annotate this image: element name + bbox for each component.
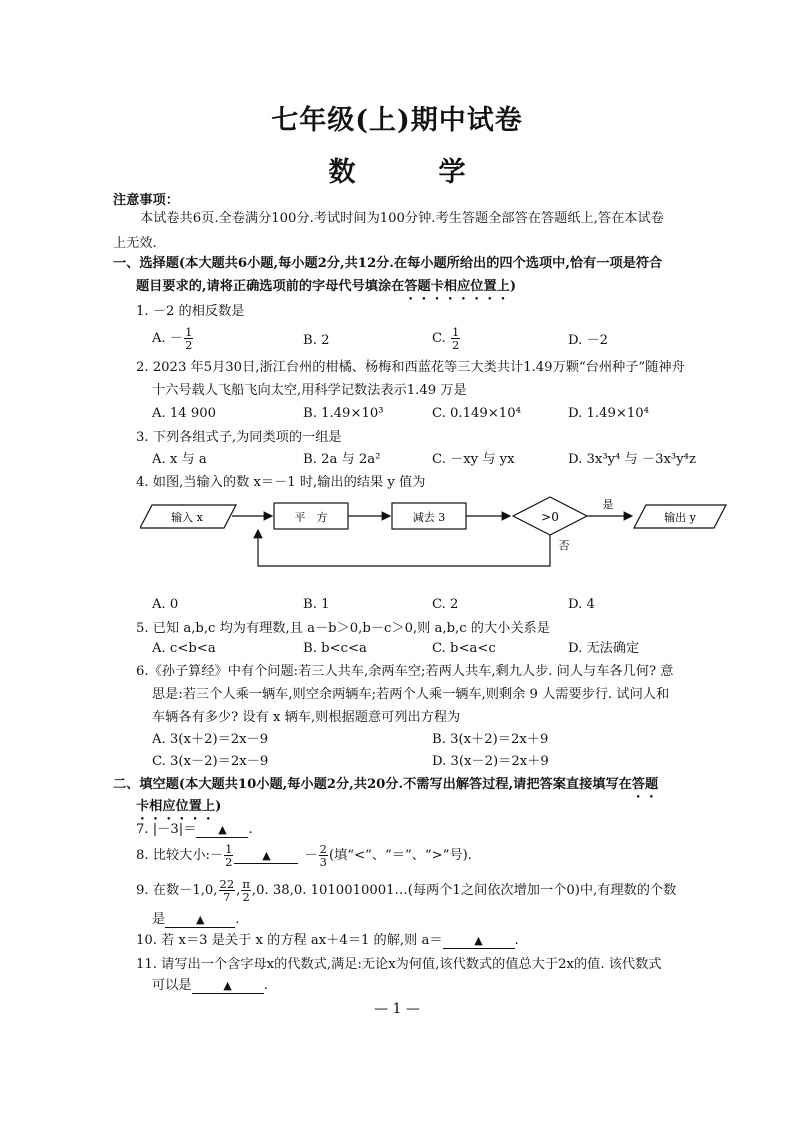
exam-subject: 数 学: [328, 157, 494, 188]
q1-option-d: D. －2: [568, 333, 609, 348]
q11-line-2: 可以是 ▲ .: [152, 978, 268, 993]
q5-stem: 5. 已知 a,b,c 均为有理数,且 a－b＞0,b－c＞0,则 a,b,c 的大小关系是: [136, 621, 550, 636]
q4-option-a: A. 0: [152, 597, 179, 612]
answer-blank[interactable]: ▲: [234, 849, 298, 864]
q9-line-2: 是 ▲ .: [152, 912, 240, 927]
q4-stem: 4. 如图,当输入的数 x＝－1 时,输出的结果 y 值为: [136, 475, 426, 490]
flow-no-label: 否: [558, 539, 570, 552]
q8-line: 8. 比较大小:－ $\frac{1}{2}$ ▲ － $\frac{2}{3}$ (填“<”、“＝”、“>”号).: [136, 842, 472, 869]
q2-stem-line-2: 十六号载人飞船飞向太空,用科学记数法表示1.49 万是: [152, 383, 467, 398]
q6-stem-line-3: 车辆各有多少? 设有 x 辆车,则根据题意可列出方程为: [152, 710, 461, 725]
fraction: $\frac{\pi}{2}$: [242, 877, 250, 904]
q2-option-d: D. 1.49×10⁴: [568, 406, 649, 421]
q3-option-c: C. －xy 与 yx: [432, 452, 515, 467]
q4-option-c: C. 2: [432, 597, 459, 612]
exam-title: 七年级(上)期中试卷: [271, 105, 523, 136]
q9-line-1: 9. 在数－1,0, $\frac{22}{7}$ , $\frac{\pi}{2}$ ,0. 3̇8̇,0. 1010010001…(每两个1之间依次增加一个0)中,有理数的个数: [136, 877, 677, 904]
fraction: $\frac{1}{2}$: [185, 325, 193, 352]
q1-option-b: B. 2: [303, 333, 330, 348]
q5-option-c: C. b<a<c: [432, 641, 496, 656]
q6-option-a: A. 3(x＋2)＝2x－9: [152, 732, 269, 747]
flow-yes-label: 是: [602, 498, 614, 511]
notice-line-2: 上无效.: [113, 236, 157, 251]
fraction: $\frac{22}{7}$: [219, 877, 235, 904]
q4-option-b: B. 1: [303, 597, 330, 612]
q1-option-a: A. － $\frac{1}{2}$: [152, 325, 193, 352]
q4-option-d: D. 4: [568, 597, 595, 612]
q4-flowchart: [140, 490, 730, 575]
answer-blank[interactable]: ▲: [443, 934, 515, 949]
q11-line-1: 11. 请写出一个含字母x的代数式,满足:无论x为何值,该代数式的值总大于2x的值. 该代数式: [136, 957, 662, 972]
flow-input-label: 输入 x: [171, 511, 203, 524]
q6-option-b: B. 3(x＋2)＝2x＋9: [432, 732, 549, 747]
answer-blank[interactable]: ▲: [196, 823, 248, 838]
q5-option-b: B. b<c<a: [303, 641, 367, 656]
q6-stem-line-1: 6.《孙子算经》中有个问题:若三人共车,余两车空;若两人共车,剩九人步. 问人与车各几何? 意: [136, 664, 674, 679]
flow-condition-label: >0: [541, 510, 559, 524]
q5-option-d: D. 无法确定: [568, 641, 640, 656]
q2-option-b: B. 1.49×10³: [303, 406, 384, 421]
q3-option-b: B. 2a 与 2a²: [303, 452, 381, 467]
q1-stem: 1. －2 的相反数是: [136, 304, 245, 319]
fraction: $\frac{1}{2}$: [452, 325, 460, 352]
section-2-heading-line-2: 卡相应位置上): [136, 799, 222, 814]
flow-output-label: 输出 y: [664, 511, 696, 524]
flow-minus-label: 减去 3: [412, 511, 446, 524]
page-number: — 1 —: [374, 1001, 420, 1017]
q6-option-c: C. 3(x－2)＝2x－9: [152, 754, 269, 769]
notice-line-1: 本试卷共6页.全卷满分100分.考试时间为100分钟.考生答题全部答在答题纸上,答在本试卷: [140, 211, 664, 226]
q3-option-a: A. x 与 a: [152, 452, 207, 467]
answer-blank[interactable]: ▲: [192, 979, 264, 994]
q2-option-a: A. 14 900: [152, 406, 217, 421]
flow-square-label: 平 方: [294, 511, 328, 524]
fraction: $\frac{2}{3}$: [319, 842, 327, 869]
notice-heading: 注意事项：: [113, 193, 179, 208]
q3-stem: 3. 下列各组式子,为同类项的一组是: [136, 430, 342, 445]
q2-option-c: C. 0.149×10⁴: [432, 406, 521, 421]
q6-option-d: D. 3(x－2)＝2x＋9: [432, 754, 549, 769]
q2-stem-line-1: 2. 2023 年5月30日,浙江台州的柑橘、杨梅和西蓝花等三大类共计1.49万颗“台州种子”随神舟: [136, 360, 685, 375]
section-1-heading-line-2: 题目要求的,请将正确选项前的字母代号填涂在答题卡相应位置上): [136, 279, 517, 294]
section-1-heading-line-1: 一、选择题(本大题共6小题,每小题2分,共12分.在每小题所给出的四个选项中,恰有一项是符合: [113, 256, 663, 271]
q5-option-a: A. c<b<a: [152, 641, 216, 656]
flow-loop-arrow: [258, 530, 550, 566]
q7-line: 7. |－3|＝ ▲ .: [136, 822, 253, 837]
q3-option-d: D. 3x³y⁴ 与 －3x³y⁴z: [568, 452, 696, 467]
section-2-heading-line-1: 二、填空题(本大题共10小题,每小题2分,共20分.不需写出解答过程,请把答案直接填写在答题: [113, 777, 659, 792]
answer-blank[interactable]: ▲: [165, 913, 235, 928]
q10-line: 10. 若 x＝3 是关于 x 的方程 ax＋4＝1 的解,则 a＝ ▲ .: [136, 933, 519, 948]
q1-option-c: C. $\frac{1}{2}$: [432, 325, 460, 352]
q6-stem-line-2: 思是:若三个人乘一辆车,则空余两辆车;若两个人乘一辆车,则剩余 9 人需要步行. 试问人和: [152, 687, 670, 702]
fraction: $\frac{1}{2}$: [225, 842, 233, 869]
